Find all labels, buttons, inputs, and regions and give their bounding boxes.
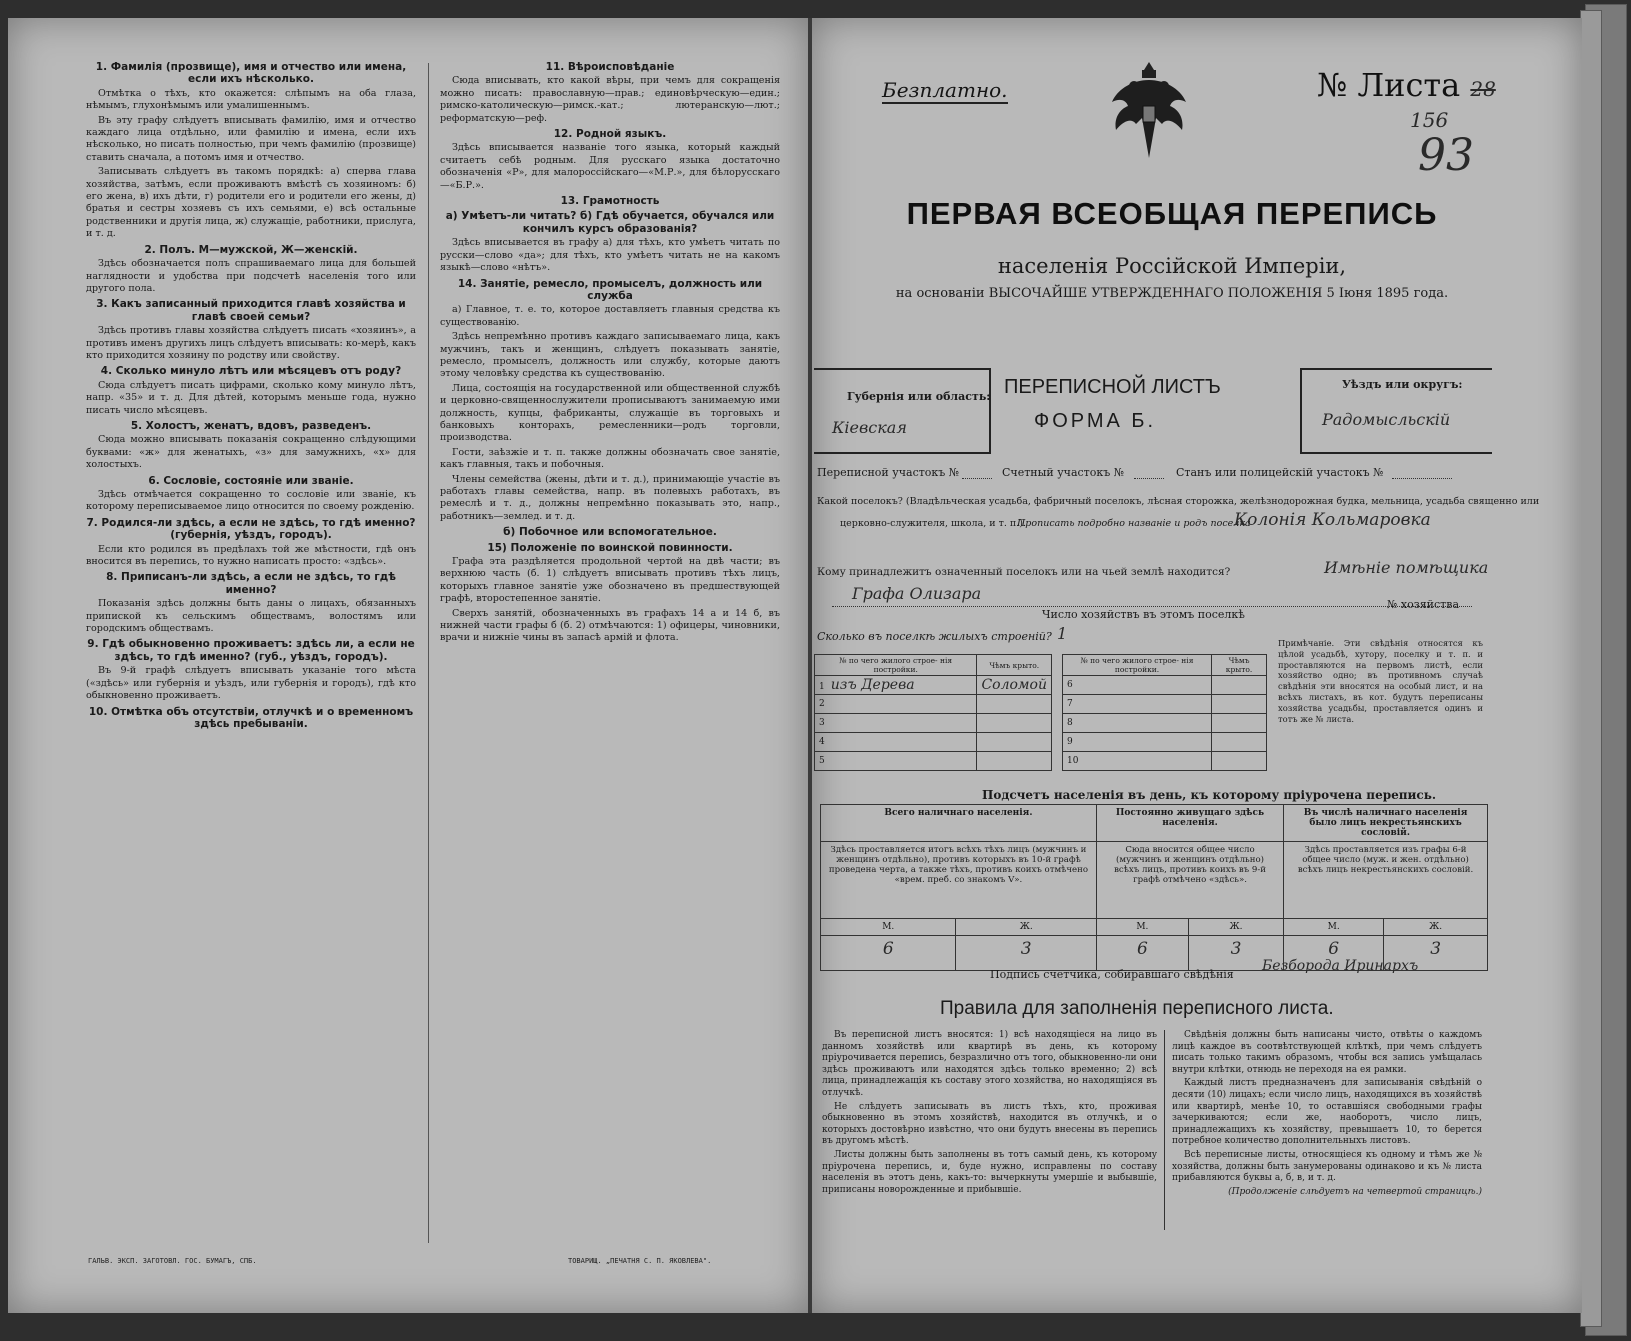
building-row xyxy=(1063,695,1267,714)
rule-paragraph: Листы должны быть заполнены въ тотъ самый день, къ которому пріурочена перепись, и, буде нужно, исправлены по составу населенія въ этотъ день, какъ-то: вычеркнуты умершіе и выбывшіе, приписаны новорожденные и прибывшіе. xyxy=(822,1149,1157,1195)
instruction-heading: 2. Полъ. М—мужской, Ж—женскій. xyxy=(144,243,358,256)
buildings-table-right xyxy=(1062,654,1267,771)
instruction-paragraph: Сюда можно вписывать показанія сокращенно слѣдующими буквами: «ж» для женатыхъ, «з» для замужнихъ, «х» для холостыхъ. xyxy=(86,434,416,471)
building-row-number: 4 xyxy=(819,737,825,747)
building-roof-value: Соломой xyxy=(981,677,1047,693)
census-title: ПЕРВАЯ ВСЕОБЩАЯ ПЕРЕПИСЬ xyxy=(906,196,1438,231)
instruction-paragraph: Въ 9-й графѣ слѣдуетъ вписывать указаніе того мѣста («здѣсь» или губернія и уѣздъ, или губернія и городъ), гдѣ кто обыкновенно проживаетъ. xyxy=(86,665,416,702)
instruction-heading: 3. Какъ записанный приходится главѣ хозяйства и главѣ своей семьи? xyxy=(96,298,406,323)
rules-title: Правила для заполненія переписного листа. xyxy=(940,998,1334,1019)
poselok-value: Колонія Кольмаровка xyxy=(1234,510,1431,530)
households-label: Число хозяйствъ въ этомъ поселкѣ xyxy=(1042,608,1245,621)
building-row-number: 3 xyxy=(819,718,825,728)
instruction-paragraph: Здѣсь обозначается полъ спрашиваемаго лица для большей наглядности и удобства при подсчетѣ населенія того или другого пола. xyxy=(86,258,416,294)
count-value-total-m: 6 xyxy=(821,936,956,971)
instruction-heading: 10. Отмѣтка объ отсутствіи, отлучкѣ и о временномъ здѣсь пребываніи. xyxy=(88,705,414,730)
buildings-question: Сколько въ поселкѣ жилыхъ строеній? xyxy=(817,630,1052,643)
instruction-paragraph: Записывать слѣдуетъ въ такомъ порядкѣ: а) сперва глава хозяйства, затѣмъ, если проживаютъ вмѣстѣ съ хозяиномъ: б) его жена, в) ихъ дѣти, г) родители его и родители его жены, д) братья и сестры хозяевъ съ ихъ семьями, е) всѣ остальные родственники и другія лица, ж) служащіе, работники, прислуга, и т. д. xyxy=(86,166,416,240)
gubernia-box xyxy=(814,368,991,454)
count-desc-nonpeasant: Здѣсь проставляется изъ графы 6-й общее число (муж. и жен. отдѣльно) всѣхъ лицъ некрестьянскихъ сословій. xyxy=(1284,842,1488,919)
building-row xyxy=(1063,714,1267,733)
count-value-total-zh: 3 xyxy=(956,936,1096,971)
building-row-number: 9 xyxy=(1067,737,1073,747)
stan-line xyxy=(1392,478,1452,479)
instruction-paragraph: Въ эту графу слѣдуетъ вписывать фамилію, имя и отчество каждаго лица отдѣльно, или фамилію и имена, если ихъ нѣсколько, но писать полностью, при чемъ фамилію (прозвище) ставить сначала, а потомъ имя и отчество. xyxy=(86,114,416,163)
instruction-paragraph: Здѣсь вписывается въ графу а) для тѣхъ, кто умѣетъ читать по русски—слово «да»; для тѣхъ, кто умѣетъ читать не на какомъ языкѣ—слово «нѣтъ». xyxy=(440,237,780,274)
instruction-paragraph: Графа эта раздѣляется продольной чертой на двѣ части; въ верхнюю часть (б. 1) слѣдуетъ вписывать противъ тѣхъ лицъ, которыхъ главное занятіе уже обозначено въ предшествующей графѣ, второстепенное занятіе. xyxy=(440,556,780,605)
buildings-col-material: № по чего жилого строе- нія постройки. xyxy=(815,655,977,676)
instructions-column-2 xyxy=(440,58,780,647)
instruction-heading: 1. Фамилія (прозвище), имя и отчество или имена, если ихъ нѣсколько. xyxy=(95,61,407,86)
instruction-paragraph: Лица, состоящія на государственной или общественной службѣ и церковно-священнослужители прописываютъ занимаемую ими должность, купцы, фабриканты, служащіе въ торговыхъ и банковыхъ конторахъ, ремесленники—родъ торговли, производства. xyxy=(440,382,780,444)
instruction-heading: 8. Приписанъ-ли здѣсь, а если не здѣсь, то гдѣ именно? xyxy=(106,571,396,596)
buildings-note: Примѣчаніе. Эти свѣдѣнія относятся къ цѣлой усадьбѣ, хутору, поселку и т. п. и проставляются на первомъ листѣ, если хозяйство одно; въ противномъ случаѣ свѣдѣнія эти вносятся на особый лист, и на всѣхъ листахъ, въ кот. будутъ переписаны хозяйства усадьбы, проставляется одинъ и тотъ же № листа. xyxy=(1278,638,1483,724)
building-row xyxy=(815,752,1052,771)
building-row-number: 1 xyxy=(819,682,825,692)
page-number-handwritten: 93 xyxy=(1418,130,1474,181)
count-header-permanent: Постоянно живущаго здѣсь населенія. xyxy=(1096,805,1283,842)
imprint-left: ГАЛЬВ. ЭКСП. ЗАГОТОВЛ. ГОС. БУМАГЪ, СПБ. xyxy=(88,1257,257,1265)
instruction-paragraph: Показанія здѣсь должны быть даны о лицахъ, обязанныхъ припиской къ сельскимъ обществамъ, волостямъ или городскимъ обществамъ. xyxy=(86,598,416,635)
enumerator-signature-value: Безборода Иринархъ xyxy=(1262,958,1419,974)
building-row-number: 10 xyxy=(1067,756,1079,766)
left-page-instructions xyxy=(8,18,808,1313)
building-row-number: 5 xyxy=(819,756,825,766)
building-row-number: 6 xyxy=(1067,680,1073,690)
instruction-paragraph: Члены семейства (жены, дѣти и т. д.), принимающіе участіе въ работахъ главы семейства, напр. въ полевыхъ работахъ, въ ремеслѣ и т. д., должны непремѣнно показывать это, напр., работникъ—землед. и т. д. xyxy=(440,473,780,522)
instruction-heading: б) Побочное или вспомогательное. xyxy=(503,526,717,539)
instruction-heading: 4. Сколько минуло лѣтъ или мѣсяцевъ отъ роду? xyxy=(100,365,402,378)
count-table xyxy=(820,804,1488,971)
perepis-uchastok-line xyxy=(962,478,992,479)
rules-continued: (Продолженіе слѣдуетъ на четвертой страницѣ.) xyxy=(1228,1186,1482,1197)
building-row xyxy=(815,733,1052,752)
count-value-perm-zh: 3 xyxy=(1188,936,1283,971)
double-headed-eagle-icon xyxy=(1104,58,1194,168)
rules-right-column xyxy=(1172,1030,1482,1200)
count-header-nonpeasant: Въ числѣ наличнаго населенія было лицъ некрестьянскихъ сословій. xyxy=(1284,805,1488,842)
building-material-value: изъ Дерева xyxy=(830,677,915,693)
buildings-col-material: № по чего жилого строе- нія постройки. xyxy=(1063,655,1212,676)
count-m-3: М. xyxy=(1284,919,1384,936)
count-m-2: М. xyxy=(1096,919,1188,936)
instruction-paragraph: Отмѣтка о тѣхъ, кто окажется: слѣпымъ на оба глаза, нѣмымъ, глухонѣмымъ или умалишеннымъ. xyxy=(86,87,416,112)
rules-divider xyxy=(1164,1030,1165,1230)
buildings-value: 1 xyxy=(1057,624,1068,643)
instruction-heading: 13. Грамотность xyxy=(560,195,660,208)
instruction-paragraph: Гости, заѣзжіе и т. п. также должны обозначать свое занятіе, какъ главныя, такъ и побочныя. xyxy=(440,446,780,471)
instruction-paragraph: а) Главное, т. е. то, которое доставляетъ главныя средства къ существованію. xyxy=(440,304,780,328)
enumerator-signature-label: Подпись счетчика, собиравшаго свѣдѣнія xyxy=(990,968,1234,981)
instruction-heading: а) Умѣетъ-ли читать? б) Гдѣ обучается, обучался или кончилъ курсъ образованія? xyxy=(445,210,775,235)
building-row xyxy=(815,676,1052,695)
instruction-heading: 7. Родился-ли здѣсь, а если не здѣсь, то гдѣ именно? (губернія, уѣздъ, городъ). xyxy=(86,516,416,542)
rule-paragraph: Всѣ переписные листы, относящіеся къ одному и тѣмъ же № хозяйства, должны быть занумерованы одинаково и къ № листа прибавляются буквы а, б, в, и т. д. xyxy=(1172,1149,1482,1184)
poselok-question-cont: церковно-служителя, школа, и т. п.). xyxy=(840,518,1026,529)
count-value-nonpeasant-zh: 3 xyxy=(1384,936,1488,971)
count-zh-2: Ж. xyxy=(1188,919,1283,936)
instruction-heading: 5. Холостъ, женатъ, вдовъ, разведенъ. xyxy=(130,419,372,432)
right-page-census-form xyxy=(812,18,1582,1313)
rule-paragraph: Въ переписной листъ вносятся: 1) всѣ находящіеся на лицо въ данномъ хозяйствѣ или квартирѣ въ день, къ которому пріурочивается перепись, безразлично отъ того, обыкновенно-ли они здѣсь проживаютъ или находятся здѣсь только временно; 2) всѣ лица, принадлежащія къ составу этого хозяйства, но находящіяся въ отлучкѣ. xyxy=(822,1030,1157,1098)
building-row-number: 7 xyxy=(1067,699,1073,709)
instruction-paragraph: Сюда слѣдуетъ писать цифрами, сколько кому минуло лѣтъ, напр. «35» и т. д. Для дѣтей, которымъ меньше года, нужно писать число мѣсяцевъ. xyxy=(86,379,416,416)
rules-left-column xyxy=(822,1030,1157,1198)
buildings-col-roof: Чѣмъ крыто. xyxy=(977,655,1052,676)
instruction-heading: 14. Занятіе, ремесло, промыселъ, должность или служба xyxy=(457,277,763,302)
poselok-question: Какой поселокъ? (Владѣльческая усадьба, фабричный поселокъ, лѣсная сторожка, желѣзнодорожная будка, мельница, усадьба священно или xyxy=(817,496,1540,507)
building-row xyxy=(1063,752,1267,771)
instruction-paragraph: Здѣсь отмѣчается сокращенно то сословіе или званіе, къ которому переписываемое лицо относится по своему рожденію. xyxy=(86,489,416,513)
census-basis: на основаніи ВЫСОЧАЙШЕ УТВЕРЖДЕННАГО ПОЛОЖЕНІЯ 5 Іюня 1895 года. xyxy=(895,286,1449,301)
count-zh-1: Ж. xyxy=(956,919,1096,936)
sheet-number-struck: 28 xyxy=(1470,77,1496,101)
rule-paragraph: Свѣдѣнія должны быть написаны чисто, отвѣты о каждомъ лицѣ каждое въ соотвѣтствующей клѣткѣ, при чемъ слѣдуетъ писать только такимъ образомъ, чтобы вся запись умѣщалась внутри клѣтки, отнюдь не переходя на ея рамки. xyxy=(1172,1030,1482,1075)
form-subtitle: ФОРМА Б. xyxy=(1034,410,1157,432)
instruction-heading: 11. Вѣроисповѣданіе xyxy=(545,61,675,73)
instruction-heading: 12. Родной языкъ. xyxy=(553,128,667,141)
instruction-paragraph: Здѣсь непремѣнно противъ каждаго записываемаго лица, какъ мужчинъ, такъ и женщинъ, слѣдуетъ показывать занятіе, ремесло, промыселъ, должность или службу, которые даютъ этому человѣку средства къ существованію. xyxy=(440,331,780,380)
schet-uchastok-line xyxy=(1134,478,1164,479)
instruction-paragraph: Если кто родился въ предѣлахъ той же мѣстности, гдѣ онъ вносится въ перепись, то нужно написать просто: «здѣсь». xyxy=(86,543,416,568)
instruction-heading: 9. Гдѣ обыкновенно проживаетъ: здѣсь ли, а если не здѣсь, то гдѣ именно? (губ., уѣздъ, городъ). xyxy=(87,638,415,663)
uezd-value: Радомысльскій xyxy=(1322,410,1451,429)
owner-question: Кому принадлежитъ означенный поселокъ или на чьей землѣ находится? xyxy=(817,566,1231,578)
owner-line xyxy=(832,606,1472,607)
instruction-paragraph: Сверхъ занятій, обозначенныхъ въ графахъ 14 а и 14 б, въ нижней части графы б (б. 2) отмѣчаются: 1) офицеры, чиновники, врачи и нижніе чины въ запасѣ армій и флота. xyxy=(440,607,780,644)
building-row xyxy=(1063,676,1267,695)
count-desc-permanent: Сюда вносится общее число (мужчинъ и женщинъ отдѣльно) всѣхъ лицъ, противъ коихъ въ 9-й графѣ отмѣчено «здѣсь». xyxy=(1096,842,1283,919)
rule-paragraph: Каждый листъ предназначенъ для записыванія свѣдѣній о десяти (10) лицахъ; если число лицъ, находящихся въ хозяйствѣ или квартирѣ, менѣе 10, то оставшіяся свободными графы зачеркиваются; если же, наоборотъ, число лицъ, принадлежащихъ къ хозяйству, превышаетъ 10, то берется потребное количество дополнительныхъ листовъ. xyxy=(1172,1078,1482,1147)
gubernia-value: Кіевская xyxy=(832,418,907,437)
imprint-right: ТОВАРИЩ. „ПЕЧАТНЯ С. П. ЯКОВЛЕВА". xyxy=(568,1257,712,1265)
page-stack-edge-inner xyxy=(1580,10,1602,1327)
count-desc-total: Здѣсь проставляется итогъ всѣхъ тѣхъ лицъ (мужчинъ и женщинъ отдѣльно), противъ которыхъ въ 10-й графѣ проведена черта, а также тѣхъ, противъ коихъ отмѣчено «врем. преб. со знакомъ V». xyxy=(821,842,1097,919)
census-subtitle: населенія Россійской Имперіи, xyxy=(997,254,1347,278)
instructions-column-1 xyxy=(86,58,416,732)
count-header-total: Всего наличнаго населенія. xyxy=(821,805,1097,842)
count-value-nonpeasant-m: 6 xyxy=(1284,936,1384,971)
schet-uchastok-label: Счетный участокъ № xyxy=(1002,466,1125,479)
count-m-1: М. xyxy=(821,919,956,936)
column-divider xyxy=(428,63,429,1243)
uezd-label: Уѣздъ или округъ: xyxy=(1342,378,1463,391)
sheet-number-handwritten: 156 xyxy=(1410,108,1449,132)
count-value-perm-m: 6 xyxy=(1096,936,1188,971)
sheet-number-label: № Листа 28 xyxy=(1317,66,1496,104)
building-row xyxy=(815,695,1052,714)
buildings-table-left xyxy=(814,654,1052,771)
poselok-hint: Прописать подробно названіе и родъ поселка xyxy=(1017,518,1251,529)
instruction-heading: 6. Сословіе, состояніе или званіе. xyxy=(148,474,354,487)
gubernia-label: Губернія или область: xyxy=(847,390,991,403)
household-number-label: № хозяйства xyxy=(1387,598,1459,611)
count-zh-3: Ж. xyxy=(1384,919,1488,936)
building-row-number: 8 xyxy=(1067,718,1073,728)
instruction-paragraph: Здѣсь противъ главы хозяйства слѣдуетъ писать «хозяинъ», а противъ именъ другихъ лицъ слѣдуетъ вписывать: ко-мерѣ, какъ кто приходится хозяину по родству или свойству. xyxy=(86,325,416,361)
free-stamp: Безплатно. xyxy=(882,78,1008,102)
buildings-col-roof: Чѣмъ крыто. xyxy=(1212,655,1267,676)
rule-paragraph: Не слѣдуетъ записывать въ листъ тѣхъ, кто, проживая обыкновенно въ этомъ хозяйствѣ, находится въ отлучкѣ, и о которыхъ достовѣрно извѣстно, что они будутъ внесены въ перепись въ другомъ мѣстѣ. xyxy=(822,1101,1157,1147)
building-row-number: 2 xyxy=(819,699,825,709)
owner-value-1: Имѣніе помѣщика xyxy=(1324,558,1489,577)
perepis-uchastok-label: Переписной участокъ № xyxy=(817,466,960,479)
instruction-heading: 15) Положеніе по воинской повинности. xyxy=(487,541,733,554)
stan-label: Станъ или полицейскій участокъ № xyxy=(1176,466,1384,479)
building-row xyxy=(1063,733,1267,752)
count-title: Подсчетъ населенія въ день, къ которому пріурочена перепись. xyxy=(982,788,1437,802)
instruction-paragraph: Сюда вписывать, кто какой вѣры, при чемъ для сокращенія можно писать: православную—прав.; единовѣрческую—един.; римско-католическую—римск.-кат.; лютеранскую—лют.; реформатскую—реф. xyxy=(440,75,780,124)
instruction-paragraph: Здѣсь вписывается названіе того языка, который каждый считаетъ себѣ родным. Для русскаго языка достаточно обозначенія «Р», для малороссійскаго—«М.Р.», для бѣлорусскаго—«Б.Р.». xyxy=(440,142,780,191)
building-row xyxy=(815,714,1052,733)
form-title: ПЕРЕПИСНОЙ ЛИСТЪ xyxy=(1004,376,1221,398)
owner-value-2: Графа Олизара xyxy=(852,584,982,603)
